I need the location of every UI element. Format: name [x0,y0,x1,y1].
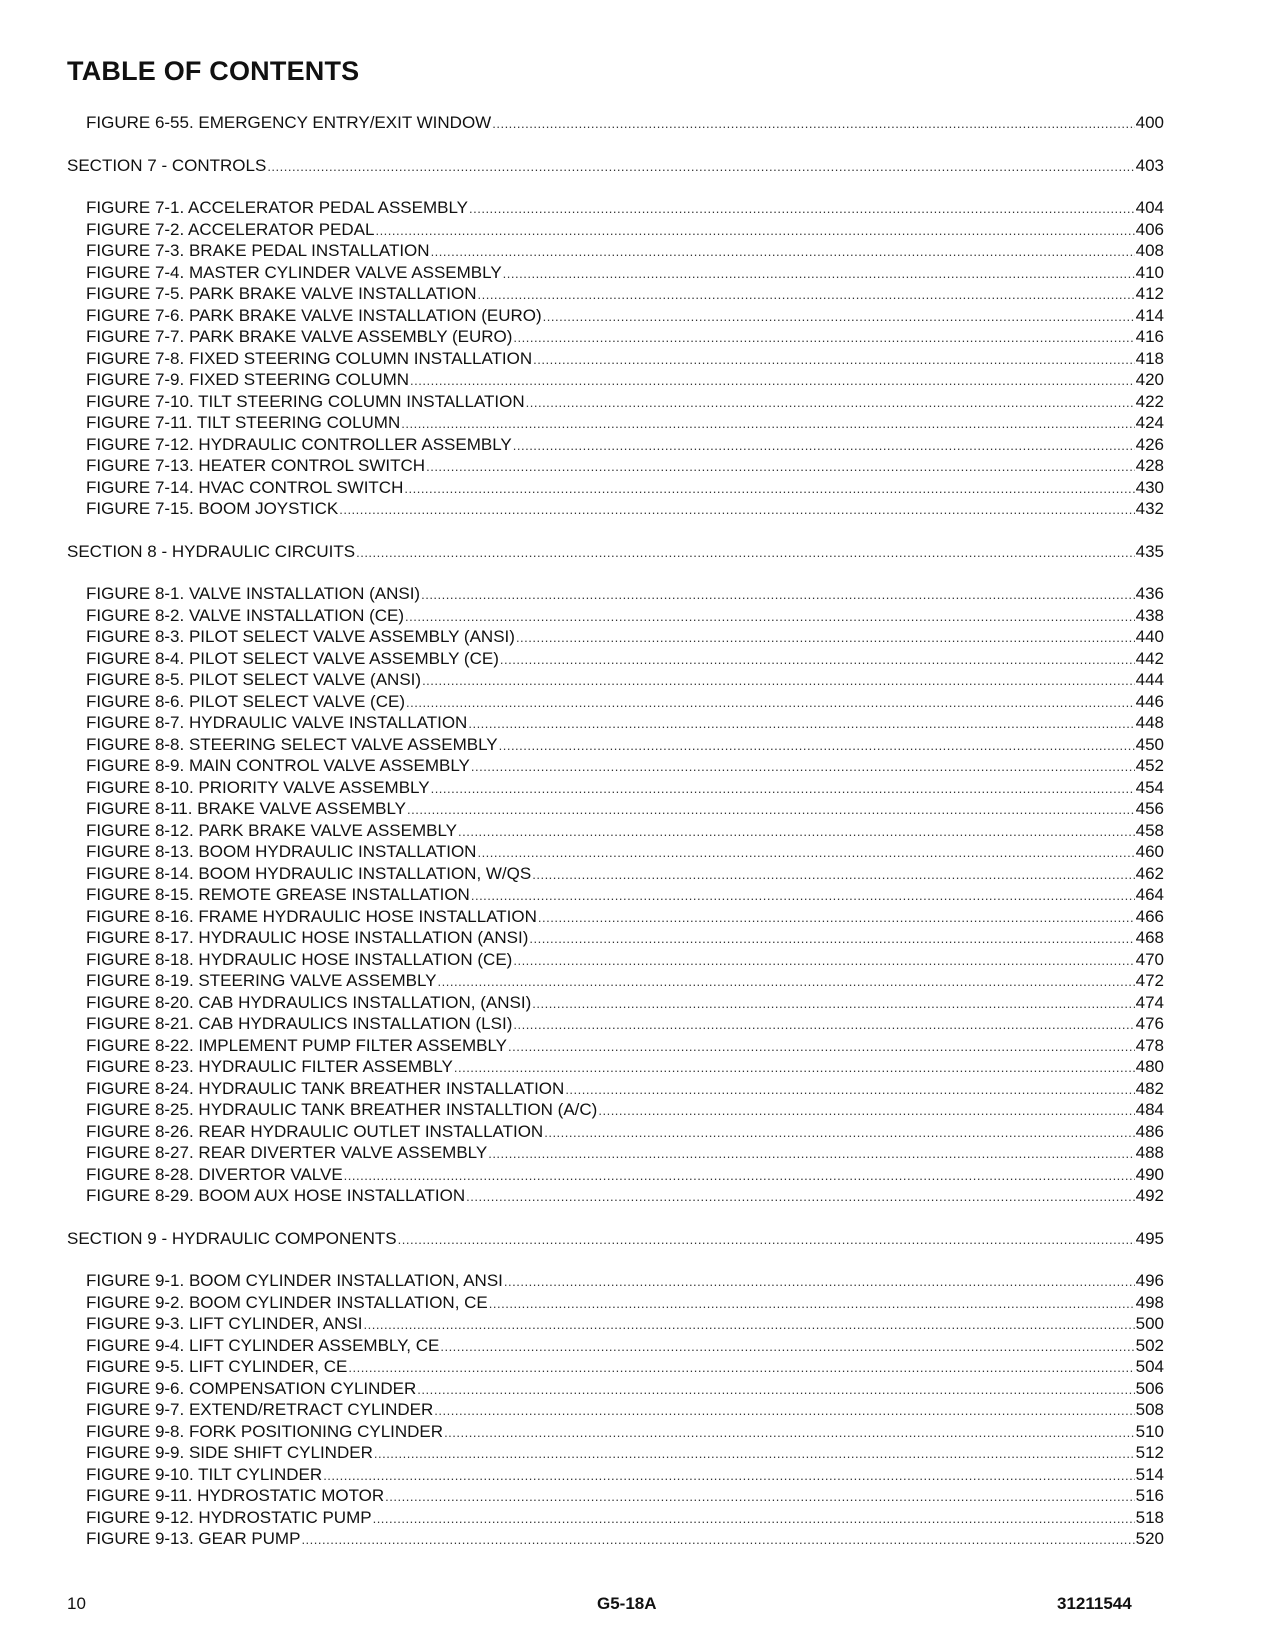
toc-entry-page: 462 [1135,863,1164,883]
toc-entry-label: FIGURE 8-11. BRAKE VALVE ASSEMBLY [86,799,406,818]
toc-entry-label: FIGURE 9-7. EXTEND/RETRACT CYLINDER [86,1400,434,1419]
dot-leader [508,1036,1135,1058]
toc-entry-page: 416 [1135,327,1164,346]
dot-leader [373,1508,1135,1530]
toc-figure-entry[interactable] [67,1013,1164,1035]
toc-entry-page: 406 [1135,219,1164,239]
toc-entry-page: 440 [1135,627,1164,646]
toc-entry-page: 458 [1135,820,1164,840]
dot-leader [398,1229,1135,1251]
toc-entry-page: 502 [1135,1335,1164,1355]
dot-leader [477,284,1134,306]
toc-entry-page: 426 [1135,434,1164,454]
toc-entry-page: 404 [1135,198,1164,217]
dot-leader [503,263,1135,285]
dot-leader [532,993,1134,1015]
dot-leader [500,649,1135,671]
footer-model: G5-18A [597,1594,657,1613]
toc-entry-label: FIGURE 9-3. LIFT CYLINDER, ANSI [86,1314,363,1333]
toc-figure-entry[interactable] [67,691,1164,713]
dot-leader [375,220,1134,242]
toc-figure-entry[interactable] [67,712,1164,734]
toc-entry-page: 520 [1135,1529,1164,1548]
toc-entry-page: 420 [1135,370,1164,389]
dot-leader [543,306,1135,328]
dot-leader [492,113,1134,135]
toc-figure-entry[interactable] [67,1142,1164,1164]
toc-figure-entry[interactable] [67,1270,1164,1292]
toc-entry-label: SECTION 7 - CONTROLS [67,155,267,175]
toc-entry-label: FIGURE 8-4. PILOT SELECT VALVE ASSEMBLY (CE) [86,648,499,668]
dot-leader [356,542,1135,564]
toc-entry-label: FIGURE 7-2. ACCELERATOR PEDAL [86,219,375,239]
toc-figure-entry[interactable] [67,240,1164,262]
dot-leader [426,456,1135,478]
toc-figure-entry[interactable] [67,197,1164,219]
toc-entry-label: FIGURE 8-7. HYDRAULIC VALVE INSTALLATION [86,713,468,732]
dot-leader [513,1014,1134,1036]
dot-leader [431,241,1135,263]
dot-leader [267,156,1134,178]
toc-entry-label: FIGURE 9-2. BOOM CYLINDER INSTALLATION, CE [86,1292,488,1312]
toc-figure-entry[interactable] [67,305,1164,327]
toc-entry-label: FIGURE 8-18. HYDRAULIC HOSE INSTALLATION (CE) [86,949,513,969]
toc-entry-page: 435 [1135,541,1164,561]
toc-figure-entry[interactable] [67,583,1164,605]
toc-figure-entry[interactable] [67,434,1164,456]
toc-entry-page: 432 [1135,499,1164,518]
toc-entry-label: FIGURE 9-11. HYDROSTATIC MOTOR [86,1486,385,1505]
toc-entry-label: FIGURE 8-1. VALVE INSTALLATION (ANSI) [86,584,421,603]
toc-entry-label: FIGURE 8-2. VALVE INSTALLATION (CE) [86,605,405,625]
dot-leader [477,842,1134,864]
dot-leader [363,1314,1134,1336]
toc-figure-entry[interactable] [67,455,1164,477]
toc-entry-page: 478 [1135,1035,1164,1055]
toc-figure-entry[interactable] [67,1421,1164,1443]
toc-entry-page: 412 [1135,284,1164,303]
toc-entry-label: FIGURE 8-14. BOOM HYDRAULIC INSTALLATION, W/QS [86,863,532,883]
toc-figure-entry[interactable] [67,1313,1164,1335]
dot-leader [406,692,1135,714]
dot-leader [513,435,1135,457]
dot-leader [471,885,1135,907]
toc-entry-page: 512 [1135,1443,1164,1462]
toc-entry-page: 452 [1135,756,1164,775]
toc-figure-entry[interactable] [67,412,1164,434]
dot-leader [499,735,1135,757]
toc-figure-entry[interactable] [67,626,1164,648]
toc-figure-entry[interactable] [67,1485,1164,1507]
toc-figure-entry[interactable] [67,927,1164,949]
toc-entry-page: 418 [1135,348,1164,368]
dot-leader [532,864,1134,886]
toc-entry-page: 470 [1135,949,1164,969]
toc-entry-label: FIGURE 8-27. REAR DIVERTER VALVE ASSEMBLY [86,1143,488,1162]
toc-figure-entry[interactable] [67,841,1164,863]
toc-entry-page: 482 [1135,1078,1164,1098]
toc-entry-page: 422 [1135,391,1164,411]
toc-figure-entry[interactable] [67,884,1164,906]
toc-entry-label: FIGURE 9-1. BOOM CYLINDER INSTALLATION, ANSI [86,1271,503,1290]
dot-leader [468,713,1134,735]
dot-leader [504,1271,1135,1293]
toc-figure-entry[interactable] [67,498,1164,520]
dot-leader [301,1529,1134,1551]
toc-entry-label: FIGURE 8-13. BOOM HYDRAULIC INSTALLATION [86,842,477,861]
dot-leader [538,907,1135,929]
toc-section-entry[interactable] [67,155,1164,177]
toc-entry-label: FIGURE 8-20. CAB HYDRAULICS INSTALLATION, (ANSI) [86,992,532,1012]
dot-leader [440,1336,1134,1358]
toc-entry-label: FIGURE 8-3. PILOT SELECT VALVE ASSEMBLY (ANSI) [86,627,515,646]
toc-entry-label: FIGURE 8-9. MAIN CONTROL VALVE ASSEMBLY [86,756,470,775]
dot-leader [407,799,1135,821]
toc-entry-page: 400 [1135,113,1164,132]
toc-entry-label: FIGURE 8-22. IMPLEMENT PUMP FILTER ASSEMBLY [86,1035,508,1055]
toc-entry-page: 486 [1135,1121,1164,1141]
dot-leader [323,1465,1134,1487]
dot-leader [422,670,1135,692]
toc-figure-entry[interactable] [67,1121,1164,1143]
toc-entry-page: 460 [1135,842,1164,861]
toc-entry-page: 474 [1135,992,1164,1012]
toc-entry-page: 436 [1135,584,1164,603]
dot-leader [385,1486,1134,1508]
toc-entry-label: FIGURE 7-10. TILT STEERING COLUMN INSTALLATION [86,391,525,411]
toc-entry-label: FIGURE 9-8. FORK POSITIONING CYLINDER [86,1421,444,1441]
toc-entry-page: 438 [1135,605,1164,625]
toc-list [67,112,1164,1550]
toc-figure-entry[interactable] [67,1335,1164,1357]
toc-figure-entry[interactable] [67,755,1164,777]
toc-figure-entry[interactable] [67,777,1164,799]
toc-entry-page: 495 [1135,1228,1164,1248]
toc-entry-page: 468 [1135,928,1164,947]
toc-entry-page: 430 [1135,477,1164,497]
dot-leader [526,392,1135,414]
toc-entry-page: 492 [1135,1186,1164,1205]
dot-leader [410,370,1135,392]
toc-figure-entry[interactable] [67,326,1164,348]
toc-figure-entry[interactable] [67,1185,1164,1207]
dot-leader [598,1100,1134,1122]
toc-entry-page: 480 [1135,1057,1164,1076]
toc-entry-page: 446 [1135,691,1164,711]
toc-figure-entry[interactable] [67,391,1164,413]
toc-figure-entry[interactable] [67,1378,1164,1400]
toc-entry-label: FIGURE 8-19. STEERING VALVE ASSEMBLY [86,971,437,990]
toc-entry-page: 448 [1135,713,1164,732]
toc-figure-entry[interactable] [67,798,1164,820]
dot-leader [454,1057,1135,1079]
toc-entry-label: FIGURE 8-10. PRIORITY VALVE ASSEMBLY [86,777,430,797]
dot-leader [544,1122,1134,1144]
dot-leader [434,1400,1134,1422]
toc-section-entry[interactable] [67,541,1164,563]
dot-leader [458,821,1135,843]
toc-entry-label: FIGURE 8-26. REAR HYDRAULIC OUTLET INSTALLATION [86,1121,544,1141]
toc-figure-entry[interactable] [67,1528,1164,1550]
toc-entry-label: FIGURE 9-6. COMPENSATION CYLINDER [86,1378,417,1398]
toc-entry-page: 496 [1135,1271,1164,1290]
toc-entry-label: FIGURE 9-12. HYDROSTATIC PUMP [86,1507,372,1527]
dot-leader [431,778,1135,800]
toc-figure-entry[interactable] [67,219,1164,241]
toc-entry-label: FIGURE 8-17. HYDRAULIC HOSE INSTALLATION (ANSI) [86,928,529,947]
toc-entry-page: 476 [1135,1014,1164,1033]
dot-leader [344,1165,1135,1187]
toc-entry-page: 456 [1135,799,1164,818]
dot-leader [444,1422,1135,1444]
dot-leader [401,413,1134,435]
toc-entry-label: FIGURE 7-5. PARK BRAKE VALVE INSTALLATION [86,284,477,303]
toc-figure-entry[interactable] [67,112,1164,134]
toc-section-entry[interactable] [67,1228,1164,1250]
dot-leader [471,756,1135,778]
toc-entry-page: 518 [1135,1507,1164,1527]
dot-leader [404,478,1134,500]
dot-leader [489,1293,1135,1315]
toc-entry-label: FIGURE 6-55. EMERGENCY ENTRY/EXIT WINDOW [86,113,492,132]
toc-entry-page: 498 [1135,1292,1164,1312]
toc-entry-label: FIGURE 8-25. HYDRAULIC TANK BREATHER INSTALLTION (A/C) [86,1100,598,1119]
toc-figure-entry[interactable] [67,1399,1164,1421]
toc-entry-label: FIGURE 7-8. FIXED STEERING COLUMN INSTALLATION [86,348,533,368]
toc-entry-label: FIGURE 9-5. LIFT CYLINDER, CE [86,1357,348,1376]
dot-leader [405,606,1135,628]
toc-entry-label: SECTION 8 - HYDRAULIC CIRCUITS [67,541,356,561]
toc-entry-label: FIGURE 8-8. STEERING SELECT VALVE ASSEMBLY [86,734,498,754]
dot-leader [513,327,1134,349]
dot-leader [374,1443,1135,1465]
dot-leader [466,1186,1135,1208]
toc-figure-entry[interactable] [67,1442,1164,1464]
toc-figure-entry[interactable] [67,283,1164,305]
dot-leader [565,1079,1134,1101]
toc-figure-entry[interactable] [67,1292,1164,1314]
toc-entry-page: 514 [1135,1464,1164,1484]
dot-leader [421,584,1135,606]
dot-leader [488,1143,1134,1165]
toc-entry-page: 484 [1135,1100,1164,1119]
toc-entry-page: 464 [1135,885,1164,904]
toc-entry-page: 403 [1135,155,1164,175]
dot-leader [348,1357,1134,1379]
toc-entry-label: FIGURE 7-1. ACCELERATOR PEDAL ASSEMBLY [86,198,468,217]
toc-entry-label: FIGURE 7-4. MASTER CYLINDER VALVE ASSEMBLY [86,262,502,282]
toc-entry-page: 424 [1135,413,1164,432]
dot-leader [417,1379,1134,1401]
toc-entry-page: 444 [1135,670,1164,689]
toc-entry-label: FIGURE 8-21. CAB HYDRAULICS INSTALLATION (LSI) [86,1014,513,1033]
toc-entry-label: FIGURE 9-10. TILT CYLINDER [86,1464,323,1484]
toc-figure-entry[interactable] [67,1056,1164,1078]
toc-figure-entry[interactable] [67,734,1164,756]
toc-figure-entry[interactable] [67,605,1164,627]
toc-entry-label: FIGURE 8-24. HYDRAULIC TANK BREATHER INSTALLATION [86,1078,565,1098]
toc-entry-page: 410 [1135,262,1164,282]
dot-leader [529,928,1134,950]
toc-entry-page: 510 [1135,1421,1164,1441]
toc-figure-entry[interactable] [67,648,1164,670]
toc-entry-page: 466 [1135,906,1164,926]
toc-entry-page: 428 [1135,456,1164,475]
toc-figure-entry[interactable] [67,477,1164,499]
toc-entry-label: SECTION 9 - HYDRAULIC COMPONENTS [67,1228,397,1248]
toc-figure-entry[interactable] [67,1164,1164,1186]
toc-entry-label: FIGURE 7-11. TILT STEERING COLUMN [86,413,401,432]
toc-entry-page: 488 [1135,1143,1164,1162]
toc-figure-entry[interactable] [67,970,1164,992]
toc-figure-entry[interactable] [67,906,1164,928]
dot-leader [469,198,1135,220]
toc-entry-label: FIGURE 7-13. HEATER CONTROL SWITCH [86,456,426,475]
toc-entry-label: FIGURE 8-28. DIVERTOR VALVE [86,1164,343,1184]
page-title: TABLE OF CONTENTS [67,56,360,86]
dot-leader [533,349,1134,371]
toc-figure-entry[interactable] [67,348,1164,370]
toc-entry-label: FIGURE 7-14. HVAC CONTROL SWITCH [86,477,404,497]
toc-entry-page: 490 [1135,1164,1164,1184]
dot-leader [516,627,1135,649]
toc-figure-entry[interactable] [67,369,1164,391]
footer-page-number: 10 [67,1594,86,1613]
toc-figure-entry[interactable] [67,1035,1164,1057]
toc-entry-label: FIGURE 8-16. FRAME HYDRAULIC HOSE INSTALLATION [86,906,537,926]
toc-entry-page: 450 [1135,734,1164,754]
toc-entry-label: FIGURE 8-15. REMOTE GREASE INSTALLATION [86,885,470,904]
toc-entry-page: 408 [1135,241,1164,260]
dot-leader [513,950,1134,972]
toc-entry-page: 414 [1135,305,1164,325]
toc-entry-page: 508 [1135,1400,1164,1419]
toc-figure-entry[interactable] [67,1078,1164,1100]
toc-entry-label: FIGURE 8-29. BOOM AUX HOSE INSTALLATION [86,1186,466,1205]
dot-leader [339,499,1134,521]
toc-figure-entry[interactable] [67,669,1164,691]
toc-figure-entry[interactable] [67,992,1164,1014]
toc-entry-label: FIGURE 7-6. PARK BRAKE VALVE INSTALLATION (EURO) [86,305,542,325]
toc-entry-label: FIGURE 7-12. HYDRAULIC CONTROLLER ASSEMBLY [86,434,512,454]
toc-entry-label: FIGURE 8-12. PARK BRAKE VALVE ASSEMBLY [86,820,457,840]
footer-doc-number: 31211544 [1057,1594,1132,1613]
toc-entry-page: 472 [1135,971,1164,990]
toc-figure-entry[interactable] [67,1507,1164,1529]
toc-entry-label: FIGURE 7-3. BRAKE PEDAL INSTALLATION [86,241,430,260]
toc-entry-label: FIGURE 8-6. PILOT SELECT VALVE (CE) [86,691,405,711]
toc-figure-entry[interactable] [67,863,1164,885]
dot-leader [438,971,1135,993]
toc-figure-entry[interactable] [67,820,1164,842]
toc-figure-entry[interactable] [67,1464,1164,1486]
toc-entry-label: FIGURE 9-13. GEAR PUMP [86,1529,301,1548]
toc-figure-entry[interactable] [67,1099,1164,1121]
toc-figure-entry[interactable] [67,262,1164,284]
toc-entry-page: 442 [1135,648,1164,668]
toc-entry-page: 504 [1135,1357,1164,1376]
toc-entry-page: 516 [1135,1486,1164,1505]
toc-entry-page: 454 [1135,777,1164,797]
toc-entry-page: 506 [1135,1378,1164,1398]
toc-entry-label: FIGURE 7-7. PARK BRAKE VALVE ASSEMBLY (EURO) [86,327,513,346]
toc-figure-entry[interactable] [67,949,1164,971]
toc-entry-label: FIGURE 8-23. HYDRAULIC FILTER ASSEMBLY [86,1057,453,1076]
toc-entry-label: FIGURE 7-9. FIXED STEERING COLUMN [86,370,410,389]
toc-entry-label: FIGURE 9-4. LIFT CYLINDER ASSEMBLY, CE [86,1335,440,1355]
toc-entry-label: FIGURE 9-9. SIDE SHIFT CYLINDER [86,1443,373,1462]
toc-entry-label: FIGURE 8-5. PILOT SELECT VALVE (ANSI) [86,670,422,689]
toc-figure-entry[interactable] [67,1356,1164,1378]
toc-entry-label: FIGURE 7-15. BOOM JOYSTICK [86,499,339,518]
toc-entry-page: 500 [1135,1314,1164,1333]
